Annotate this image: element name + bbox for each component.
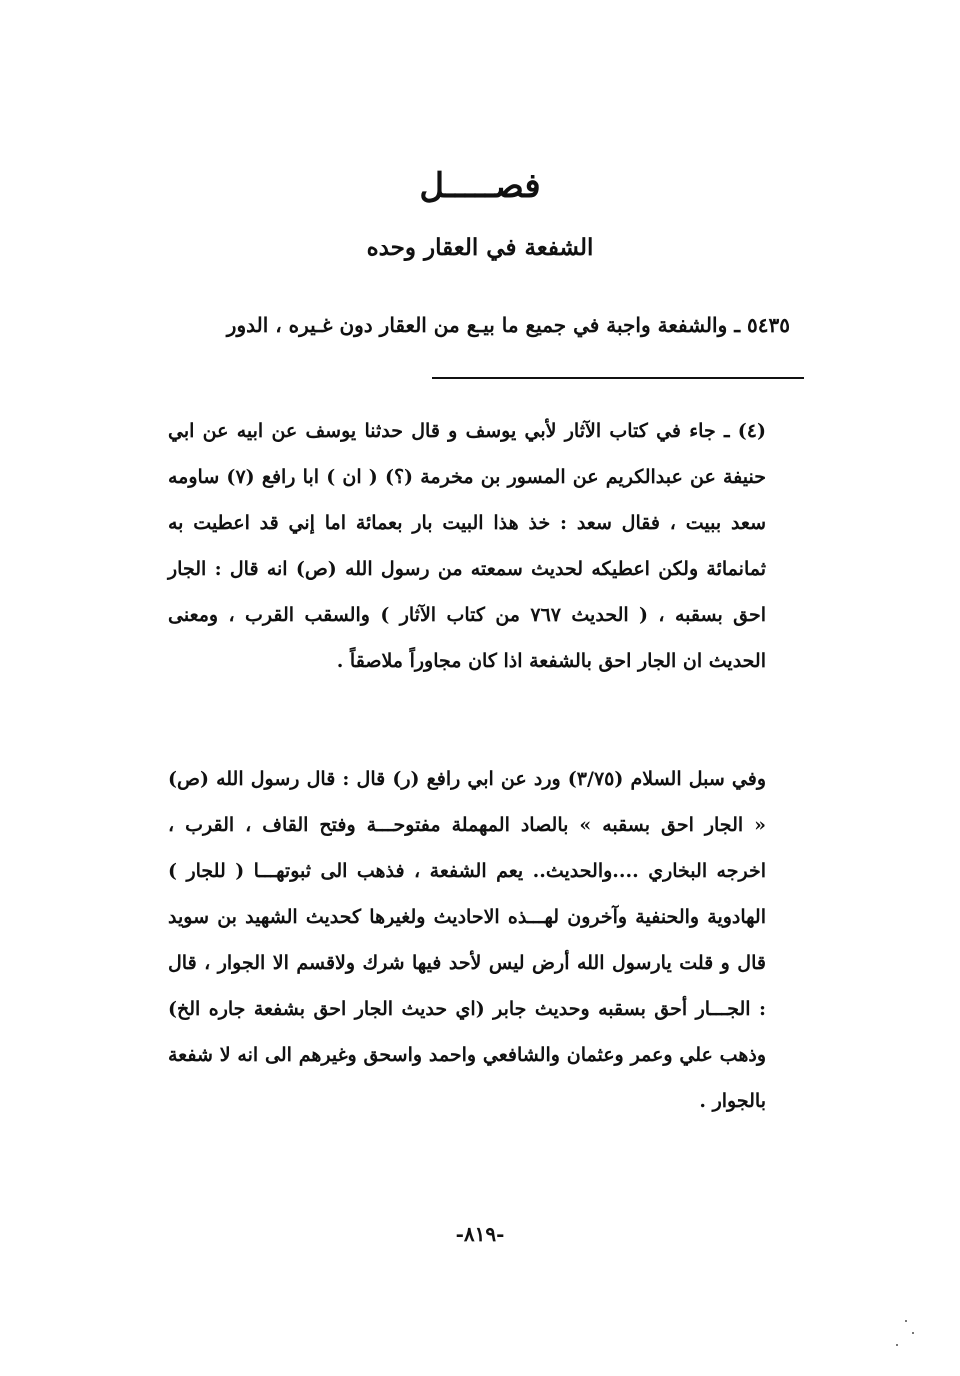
footnote-paragraph: (٤) ـ جاء في كتاب الآثار لأبي يوسف و قال حدثنا يوسف عن ابيه عن ابي حنيفة عن عبدالكريم عن المسور بن مخرمة (؟) ( ان ) ابا رافع (٧) ساومه سعد ببيت ، فقال سعد : خذ هذا البيت بار بعمائة اما إني قد اعطيت به ثمانمائة ولكن اعطيكه لحديث سمعته من رسول الله (ص) انه قال : الجار احق بسقبه ، ( الحديث ٧٦٧ من كتاب الآثار ) والسقب القرب ، ومعنى الحديث ان الجار احق بالشفعة اذا كان مجاوراً ملاصقاً .: [168, 420, 766, 672]
page-number: -٨١٩-: [455, 1222, 505, 1246]
article-text: ٥٤٣٥ ـ والشفعة واجبة في جميع ما بيـع من العقار دون غـيره ، الدور: [226, 313, 790, 337]
scan-speck: [905, 1320, 907, 1322]
section-subtitle: الشفعة في العقار وحده: [366, 234, 594, 261]
scan-speck: [912, 1332, 914, 1334]
footnote-divider: [432, 377, 804, 379]
footnote-paragraph: وفي سبل السلام (٣/٧٥) ورد عن ابي رافع (ر) قال : قال رسول الله (ص) « الجار احق بسقبه » بالصاد المهملة مفتوحـــة وفتح القاف ، القرب ، اخرجه البخاري ....والحديث.. يعم الشفعة ، فذهب الى ثبوتهـــا ( للجار ) الهادوية والحنفية وآخرون لهـــذه الاحاديث ولغيرها كحديث الشهيد بن سويد قال و قلت يارسول الله أرض ليس لأحد فيها شرك ولاقسم الا الجوار ، قال : الجـــار أحق بسقبه وحديث جابر (اي حديث الجار احق بشفعة جاره الخ) وذهب علي وعمر وعثمان والشافعي واحمد واسحق وغيرهم الى انه لا شفعة بالجوار .: [168, 768, 766, 1112]
scan-speck: [896, 1344, 898, 1346]
section-title: فصـــــل: [419, 166, 541, 206]
